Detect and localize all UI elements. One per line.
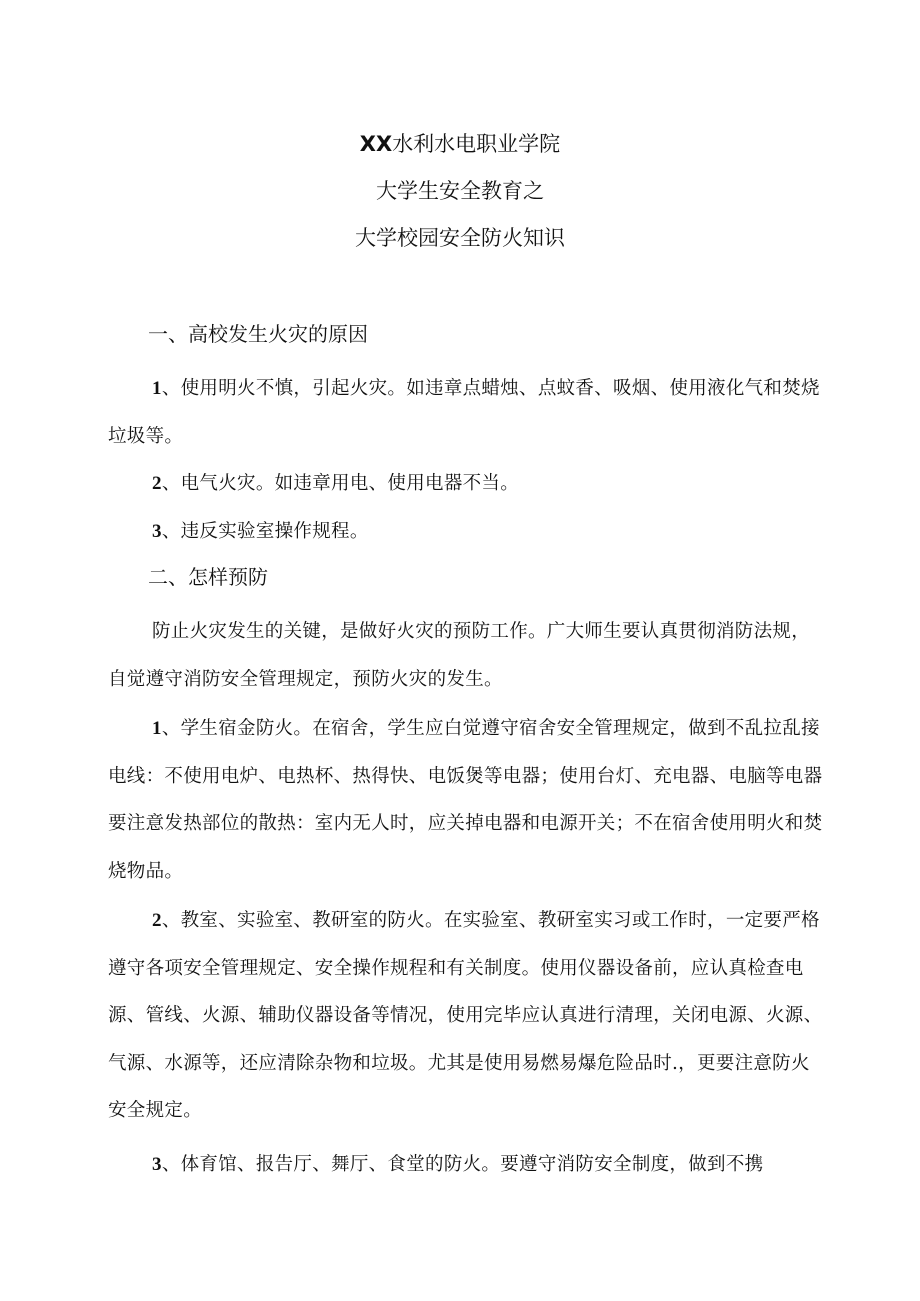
section-heading-prevention: 二、怎样预防 — [148, 565, 268, 589]
title-prefix: XX — [359, 132, 393, 156]
paragraph-prevention-3 — [108, 1141, 828, 1189]
item-number: 3 — [152, 1153, 162, 1175]
document-title — [0, 128, 920, 269]
paragraph-prevention-intro: 防止火灾发生的关键，是做好火灾的预防工作。广大师生要认真贯彻消防法规，自觉遵守消防安全管理规定，预防火灾的发生。 — [108, 621, 811, 690]
section-heading-causes: 一、高校发生火灾的原因 — [148, 322, 368, 346]
title-line-institution — [0, 128, 920, 175]
paragraph-cause-3 — [108, 508, 828, 556]
item-number: 2 — [152, 910, 162, 931]
item-number: 2 — [152, 473, 162, 494]
item-text: 、体育馆、报告厅、舞厅、食堂的防火。要遵守消防安全制度，做到不携 — [161, 1153, 764, 1175]
item-number: 1 — [152, 718, 162, 739]
item-number: 1 — [152, 378, 162, 399]
paragraph-prevention-1 — [108, 705, 828, 895]
title-institution-name: 水利水电职业学院 — [392, 132, 561, 156]
item-text: 、违反实验室操作规程。 — [161, 520, 369, 542]
paragraph-cause-2 — [108, 460, 828, 508]
item-text: 、教室、实验室、教研室的防火。在实验室、教研室实习或工作时，一定要严格遵守各项安全管理规定、安全操作规程和有关制度。使用仪器设备前，应认真检查电源、管线、火源、辅助仪器设备等情况，使用完毕应认真进行清理，关闭电源、火源、气源、水源等，还应清除杂物和垃圾。尤其是使用易燃易爆危险品时.，更要注意防火安全规定。 — [108, 910, 823, 1121]
title-line-topic: 大学校园安全防火知识 — [355, 226, 565, 250]
paragraph-cause-1 — [108, 365, 828, 460]
item-number: 3 — [152, 520, 162, 542]
document-body — [108, 318, 828, 1188]
item-text: 、电气火灾。如违章用电、使用电器不当。 — [161, 473, 520, 494]
title-line-series: 大学生安全教育之 — [376, 179, 544, 203]
item-text: 、学生宿金防火。在宿舍，学生应白觉遵守宿舍安全管理规定，做到不乱拉乱接电线：不使用电炉、电热杯、热得快、电饭煲等电器；使用台灯、充电器、电脑等电器要注意发热部位的散热：室内无人时，应关掉电器和电源开关；不在宿舍使用明火和焚烧物品。 — [108, 718, 823, 882]
item-text: 、使用明火不慎，引起火灾。如违章点蜡烛、点蚊香、吸烟、使用液化气和焚烧垃圾等。 — [108, 378, 820, 447]
paragraph-prevention-2 — [108, 897, 828, 1135]
